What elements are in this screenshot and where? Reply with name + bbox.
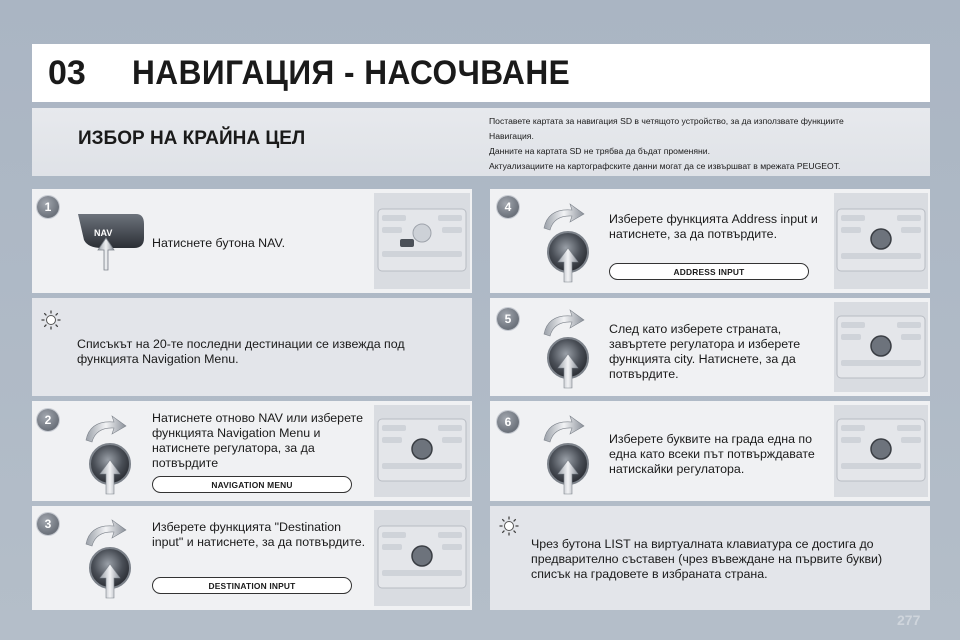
- radio-panel-image: [374, 405, 470, 497]
- rotary-knob-icon: [536, 200, 598, 284]
- svg-text:NAV: NAV: [94, 228, 113, 238]
- radio-unit-icon: [834, 302, 928, 392]
- radio-unit-icon: [834, 405, 928, 497]
- note-line: Данните на картата SD не трябва да бъдат променяни.: [489, 146, 710, 156]
- radio-unit-icon: [834, 193, 928, 289]
- radio-panel-image: [374, 510, 470, 606]
- step-4-text: Изберете функцията Address input и натиснете, за да потвърдите.: [609, 212, 818, 241]
- page-number: 277: [897, 612, 921, 628]
- step-1-text: Натиснете бутона NAV.: [152, 236, 286, 250]
- section-title: ИЗБОР НА КРАЙНА ЦЕЛ: [78, 128, 306, 149]
- rotary-knob-icon: [536, 412, 598, 496]
- step-badge: 2: [37, 409, 59, 431]
- step-badge: 6: [497, 411, 519, 433]
- note-line: Навигация.: [489, 131, 534, 141]
- step-2-text: Натиснете отново NAV или изберете функцията Navigation Menu и натиснете регулатора, за да потвърдите: [152, 411, 363, 470]
- navigation-menu-label: NAVIGATION MENU: [152, 476, 352, 493]
- step-3-text: Изберете функцията "Destination input" и натиснете, за да потвърдите.: [152, 520, 366, 549]
- radio-panel-image: [834, 405, 928, 497]
- radio-panel-image: [834, 193, 928, 289]
- lightbulb-icon: [41, 310, 61, 330]
- destination-input-label: DESTINATION INPUT: [152, 577, 352, 594]
- chapter-number: 03: [48, 54, 86, 92]
- radio-unit-icon: [374, 193, 470, 289]
- rotary-knob-icon: [536, 306, 598, 390]
- step-badge: 1: [37, 196, 59, 218]
- radio-unit-icon: [374, 510, 470, 606]
- address-input-label: ADDRESS INPUT: [609, 263, 809, 280]
- lightbulb-icon: [499, 516, 519, 536]
- step-badge: 5: [497, 308, 519, 330]
- tip-2-text: Чрез бутона LIST на виртуалната клавиатура се достига до предварително съставен (чрез въвеждане на първите букви) списък на градовете в избраната страна.: [531, 537, 883, 581]
- note-line: Актуализациите на картографските данни могат да се извършват в мрежата PEUGEOT.: [489, 161, 841, 171]
- radio-panel-image: [374, 193, 470, 289]
- step-6-text: Изберете буквите на града една по една като всеки път потвърждавате натискайки регулатора.: [609, 432, 815, 476]
- radio-panel-image: [834, 302, 928, 392]
- rotary-knob-icon: [78, 516, 140, 600]
- rotary-knob-icon: [78, 412, 140, 496]
- note-line: Поставете картата за навигация SD в четящото устройство, за да използвате функциите: [489, 116, 844, 126]
- section-note: [489, 114, 919, 174]
- radio-unit-icon: [374, 405, 470, 497]
- nav-button-icon: [74, 210, 148, 274]
- step-badge: 3: [37, 513, 59, 535]
- step-badge: 4: [497, 196, 519, 218]
- step-5-text: След като изберете страната, завъртете регулатора и изберете функцията city. Натиснете, за да потвърдите.: [609, 322, 801, 381]
- page-title: НАВИГАЦИЯ - НАСОЧВАНЕ: [132, 54, 571, 92]
- tip-1-text: Списъкът на 20-те последни дестинации се извежда под функцията Navigation Menu.: [77, 337, 405, 366]
